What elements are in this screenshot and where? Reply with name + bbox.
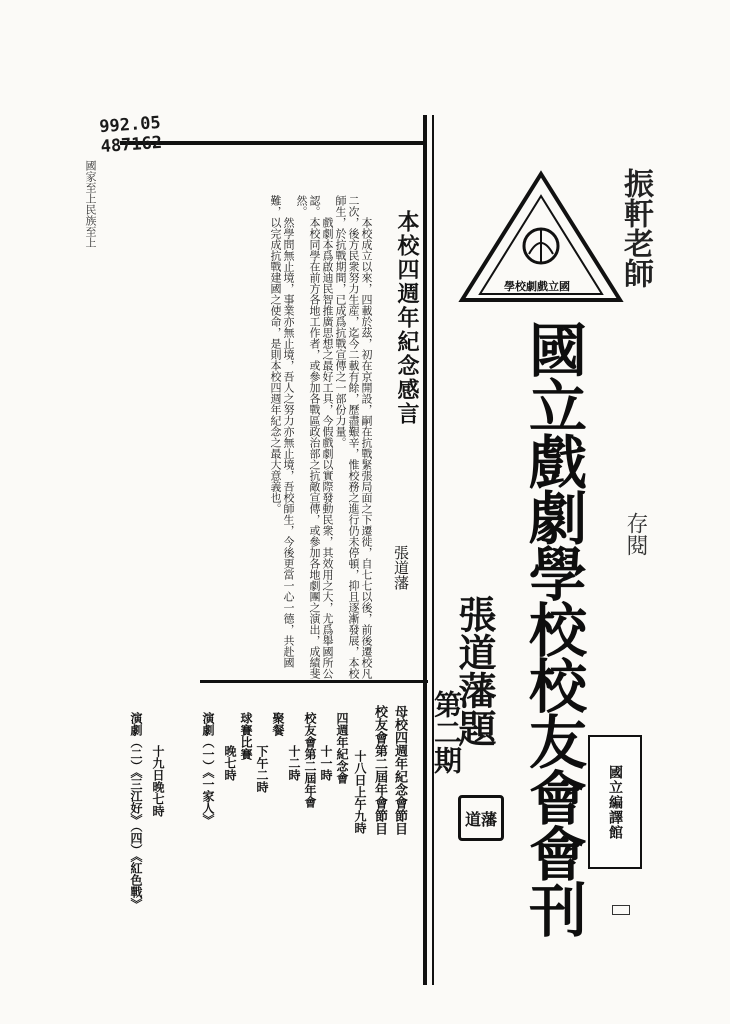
article-paragraph: 本校成立以來，四載於茲，初在京開設，嗣在抗戰緊張局面之下遷徙，自七七以後，前後遷校凡二次，後方民衆努力生産，迄今二載有餘，歷盡艱辛，惟校務之進行仍未停頓，抑且逐漸發展，本校師生，於抗戰期間，已成爲抗戰宣傳之一部份力量。 xyxy=(334,195,373,679)
schedule-time: 晚七時 xyxy=(223,745,237,781)
schedule-time: 十九日晚七時 xyxy=(151,745,165,817)
calligrapher-seal xyxy=(458,795,504,841)
magazine-title: 國立戲劇學校校友會會刊 xyxy=(519,320,587,936)
schedule-event: 四週年紀念會 xyxy=(335,712,349,784)
article-body xyxy=(120,195,373,683)
article-paragraph: 然學問無止境，事業亦無止境，吾人之努力亦無止境，吾校師生，今後更當一心一德，共赴國難，以完成抗戰建國之使命，是則本校四週年紀念之最大意義也。 xyxy=(269,195,295,668)
schedule-time: 十一時 xyxy=(319,745,333,781)
article-title: 本校四週年紀念感言 xyxy=(394,210,420,426)
inscription-name: 振軒老師 xyxy=(618,168,653,288)
schedule-event: 球賽比賽 xyxy=(239,712,253,760)
column-divider xyxy=(423,115,427,985)
library-stamp xyxy=(588,735,642,869)
schedule-event: 演劇（二）《三江好》（四）《紅色戰》 xyxy=(129,712,143,910)
library-stamp-text: 國立編譯館 xyxy=(607,764,623,840)
article-paragraph: 戲劇本爲啟迪民智推廣思想之最好工具，今假戲劇以實際發動民衆，其效用之大，尤爲舉國所公認。本校同學在前方各地工作者，或參加各戰區政治部之抗敵宣傳，或參加各地劇團之演出，成績斐然。 xyxy=(295,195,334,679)
call-number-line2: 487162 xyxy=(100,132,163,158)
top-rule xyxy=(120,141,425,145)
schedule-time: 十八日上午九時 xyxy=(353,750,367,834)
call-number xyxy=(99,113,163,157)
schedule-event: 演劇（一）《一家人》 xyxy=(201,712,215,826)
schedule-time: 十二時 xyxy=(287,745,301,781)
article-author: 張道藩 xyxy=(392,545,410,590)
school-emblem xyxy=(456,170,626,309)
calligrapher-credit: 張道藩題 xyxy=(452,595,497,747)
call-number-line1: 992.05 xyxy=(98,112,162,138)
stamp-mark xyxy=(612,905,630,915)
article-tail: 國家至上民族至上 xyxy=(84,160,97,248)
schedule-subheading: 校友會第二屆年會節目 xyxy=(372,705,387,835)
emblem-text: 學校劇戲立國 xyxy=(504,280,570,293)
schedule-event: 聚餐 xyxy=(271,712,285,736)
schedule-time: 下午二時 xyxy=(255,745,269,793)
column-divider-thin xyxy=(432,115,434,985)
inscription-word: 存閱 xyxy=(623,512,648,556)
schedule-heading: 母校四週年紀念會節目 xyxy=(392,705,407,835)
seal-text: 道藩 xyxy=(464,809,497,829)
schedule-event: 校友會第二屆年會 xyxy=(303,712,317,808)
issue-number: 第二期 xyxy=(430,690,463,774)
